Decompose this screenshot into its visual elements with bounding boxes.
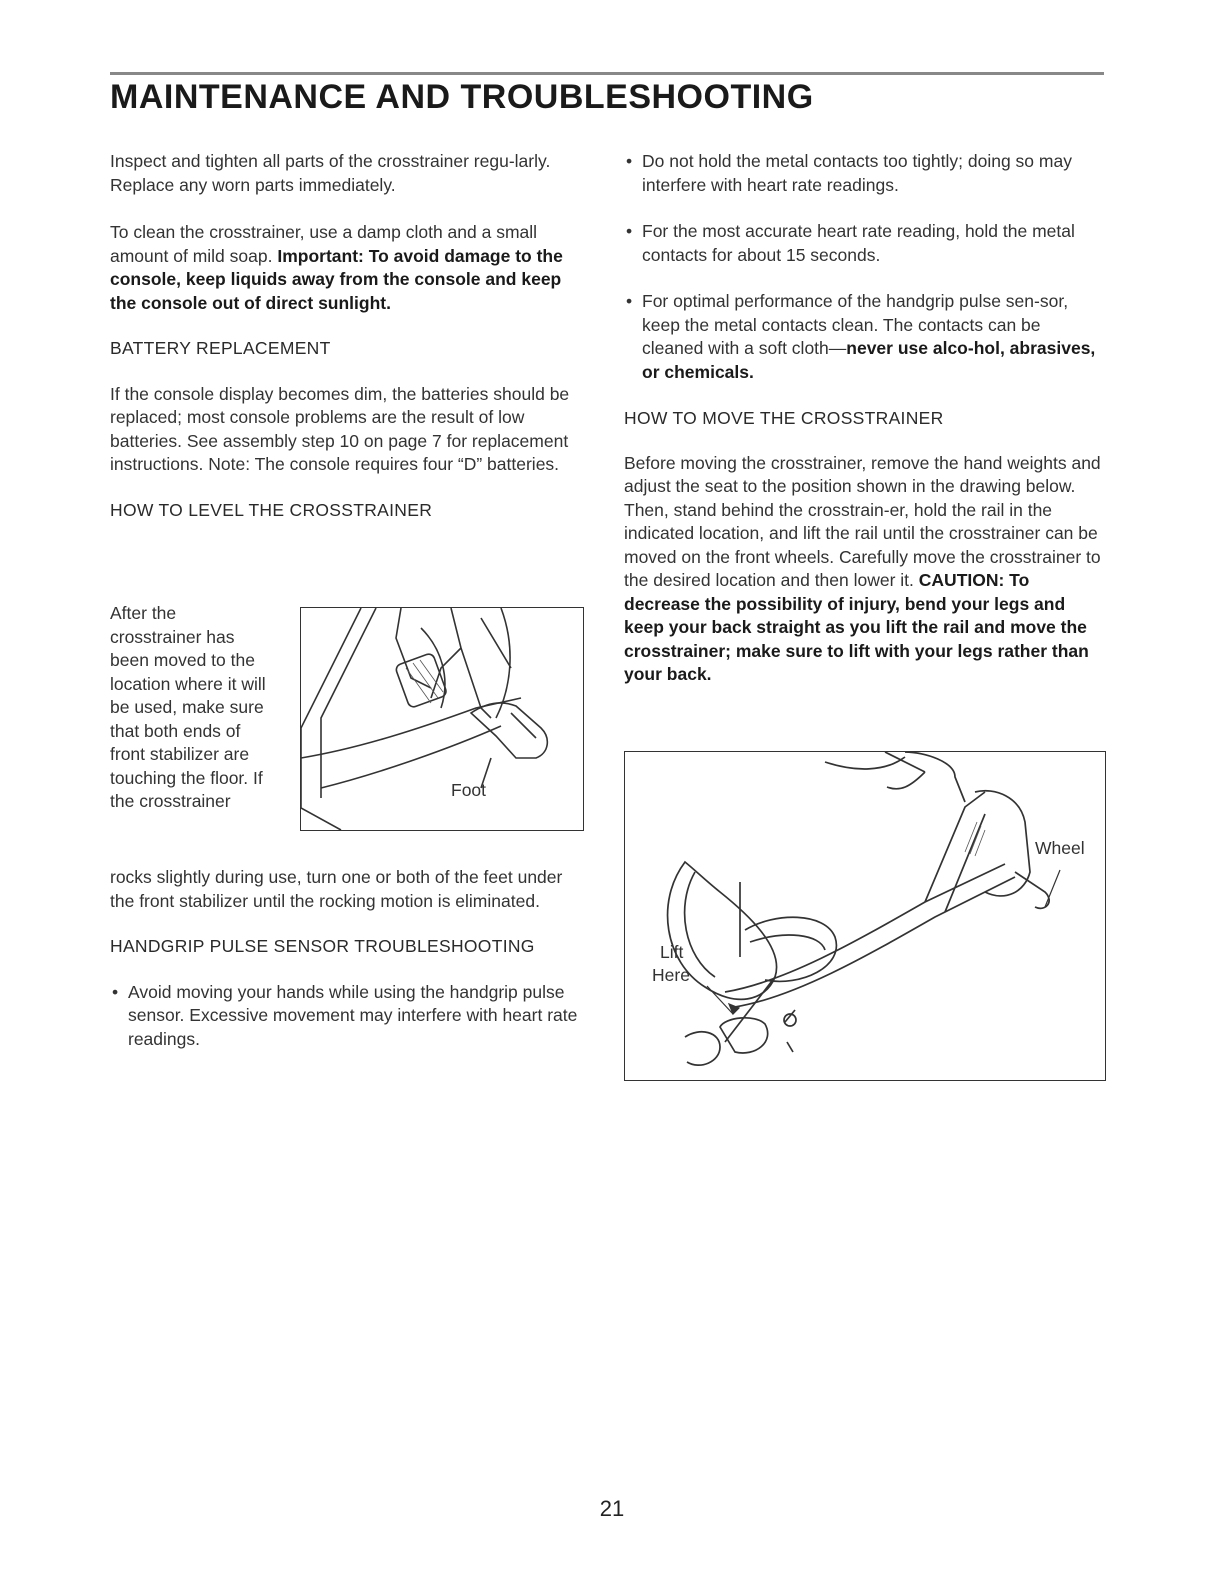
wheel-label: Wheel xyxy=(1035,838,1085,858)
level-paragraph-a: After the crosstrainer has been moved to the location where it will be used, make sure that both ends of front stabilizer are touching the floor. If the crosstrainer xyxy=(110,603,266,811)
pulse-bullet-1: • Avoid moving your hands while using the handgrip pulse sensor. Excessive movement may interfere with heart rate readings. xyxy=(110,981,585,1052)
move-text: Before moving the crosstrainer, remove the hand weights and adjust the seat to the position shown in the drawing below. Then, stand behind the crosstrain-er, hold the rail in the indicated location, and lift the rail until the crosstrainer can be moved on the front wheels. Carefully move the crosstrainer to the desired location and then lower it. xyxy=(624,452,1101,590)
left-column-lower xyxy=(110,866,585,1051)
pulse-bullet-4 xyxy=(624,290,1104,384)
lift-label: Lift xyxy=(660,942,684,962)
foot-drawing xyxy=(301,608,583,830)
battery-heading: BATTERY REPLACEMENT xyxy=(110,338,331,358)
level-paragraph-b: rocks slightly during use, turn one or both of the feet under the front stabilizer until the rocking motion is eliminated. xyxy=(110,867,563,911)
level-heading: HOW TO LEVEL THE CROSSTRAINER xyxy=(110,499,433,520)
right-column xyxy=(624,150,1104,687)
crosstrainer-drawing xyxy=(625,752,1105,1080)
pulse-bullet-4-warning: never use alco-hol, abrasives, or chemicals. xyxy=(642,338,1096,382)
title-rule xyxy=(110,72,1104,75)
crosstrainer-illustration xyxy=(624,751,1106,1081)
pulse-bullet-4-text: For optimal performance of the handgrip pulse sen-sor, keep the metal contacts clean. The contacts can be cleaned with a soft cloth— xyxy=(642,291,1069,358)
battery-paragraph: If the console display becomes dim, the batteries should be replaced; most console problems are the result of low batteries. See assembly step 10 on page 7 for replacement instructions. Note: The console requires four “D” batteries. xyxy=(110,383,570,474)
cleaning-paragraph xyxy=(110,221,585,315)
pulse-bullet-3: • For the most accurate heart rate reading, hold the metal contacts for about 15 seconds. xyxy=(624,220,1104,267)
foot-illustration xyxy=(300,607,584,831)
level-text-narrow xyxy=(110,602,270,814)
move-paragraph xyxy=(624,452,1104,687)
pulse-heading: HANDGRIP PULSE SENSOR TROUBLESHOOTING xyxy=(110,936,535,956)
intro-paragraph: Inspect and tighten all parts of the crosstrainer regu-larly. Replace any worn parts immediately. xyxy=(110,151,551,195)
move-heading: HOW TO MOVE THE CROSSTRAINER xyxy=(624,408,944,428)
left-column xyxy=(110,150,585,522)
page-title: MAINTENANCE AND TROUBLESHOOTING xyxy=(110,78,814,116)
here-label: Here xyxy=(652,965,690,985)
foot-label: Foot xyxy=(451,780,487,800)
move-caution: CAUTION: To decrease the possibility of injury, bend your legs and keep your back straight as you lift the rail and move the crosstrainer; make sure to lift with your legs rather than your back. xyxy=(624,570,1089,684)
page-number: 21 xyxy=(599,1496,625,1521)
cleaning-warning: Important: To avoid damage to the console, keep liquids away from the console and keep the console out of direct sunlight. xyxy=(110,245,563,313)
cleaning-text: To clean the crosstrainer, use a damp cloth and a small amount of mild soap. xyxy=(110,222,538,266)
pulse-bullet-2: • Do not hold the metal contacts too tightly; doing so may interfere with heart rate readings. xyxy=(624,150,1104,197)
